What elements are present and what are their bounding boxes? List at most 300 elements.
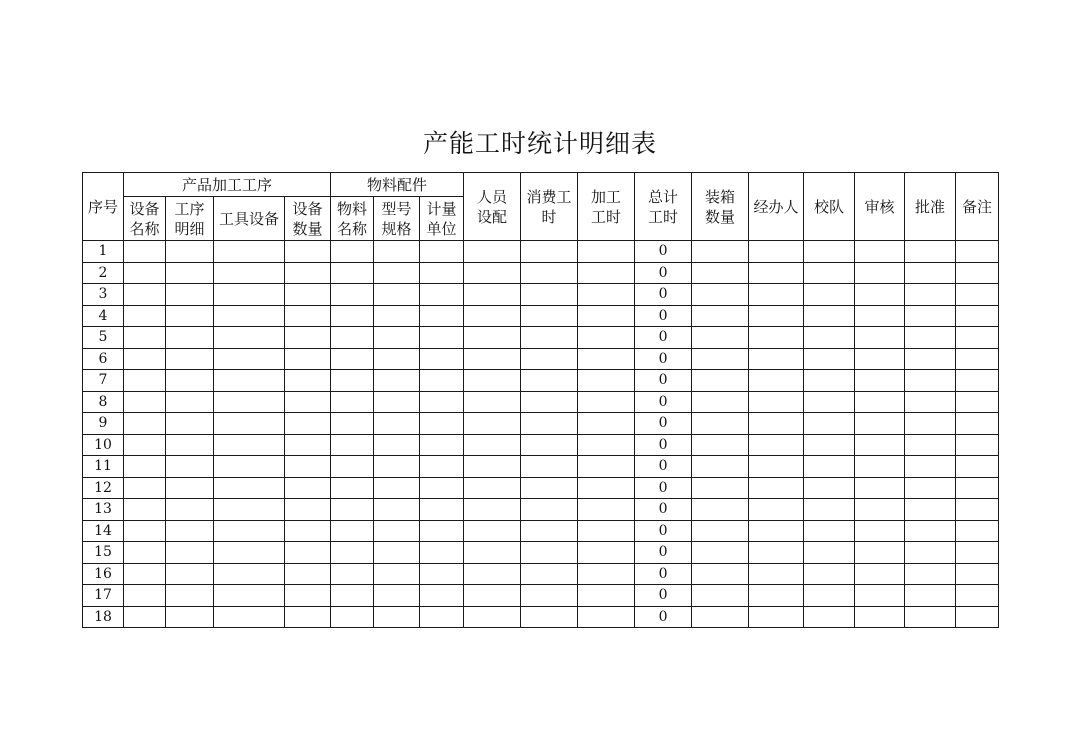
table-cell[interactable] (578, 413, 635, 435)
table-cell[interactable] (804, 370, 855, 392)
table-cell[interactable] (749, 542, 804, 564)
table-cell[interactable] (285, 499, 331, 521)
table-cell[interactable] (166, 499, 214, 521)
table-cell[interactable] (578, 499, 635, 521)
cell-total-hours[interactable]: 0 (635, 434, 692, 456)
table-cell[interactable] (956, 434, 999, 456)
table-cell[interactable] (749, 477, 804, 499)
table-cell[interactable] (124, 585, 166, 607)
table-cell[interactable] (331, 241, 374, 263)
table-cell[interactable] (749, 606, 804, 628)
table-cell[interactable] (578, 585, 635, 607)
table-cell[interactable] (855, 456, 905, 478)
table-cell[interactable] (285, 391, 331, 413)
table-cell[interactable] (578, 284, 635, 306)
table-cell[interactable] (124, 520, 166, 542)
table-cell[interactable] (464, 563, 521, 585)
table-cell[interactable] (692, 327, 749, 349)
table-cell[interactable] (374, 542, 420, 564)
table-cell[interactable] (214, 456, 285, 478)
table-cell[interactable] (521, 262, 578, 284)
table-cell[interactable] (692, 391, 749, 413)
table-cell[interactable] (420, 542, 464, 564)
table-cell[interactable] (420, 284, 464, 306)
table-cell[interactable] (956, 520, 999, 542)
table-cell[interactable] (578, 477, 635, 499)
table-cell[interactable] (285, 370, 331, 392)
table-cell[interactable] (331, 305, 374, 327)
table-cell[interactable] (285, 348, 331, 370)
table-cell[interactable] (285, 477, 331, 499)
cell-total-hours[interactable]: 0 (635, 391, 692, 413)
table-cell[interactable] (521, 413, 578, 435)
table-cell[interactable] (285, 305, 331, 327)
table-cell[interactable] (464, 370, 521, 392)
table-cell[interactable] (420, 520, 464, 542)
table-cell[interactable] (464, 456, 521, 478)
cell-total-hours[interactable]: 0 (635, 542, 692, 564)
table-cell[interactable] (749, 348, 804, 370)
table-cell[interactable] (214, 585, 285, 607)
table-cell[interactable] (855, 477, 905, 499)
table-cell[interactable] (692, 542, 749, 564)
table-cell[interactable] (905, 391, 956, 413)
table-cell[interactable] (464, 499, 521, 521)
table-cell[interactable] (420, 477, 464, 499)
table-cell[interactable] (905, 284, 956, 306)
table-cell[interactable] (285, 434, 331, 456)
cell-total-hours[interactable]: 0 (635, 241, 692, 263)
table-cell[interactable] (578, 370, 635, 392)
table-cell[interactable] (692, 241, 749, 263)
table-cell[interactable] (749, 327, 804, 349)
table-cell[interactable] (464, 520, 521, 542)
table-cell[interactable] (521, 606, 578, 628)
table-cell[interactable] (804, 563, 855, 585)
table-cell[interactable] (166, 391, 214, 413)
table-cell[interactable] (804, 520, 855, 542)
table-cell[interactable] (331, 434, 374, 456)
table-cell[interactable] (956, 542, 999, 564)
table-cell[interactable] (124, 391, 166, 413)
cell-total-hours[interactable]: 0 (635, 606, 692, 628)
table-cell[interactable] (374, 391, 420, 413)
table-cell[interactable] (124, 348, 166, 370)
table-cell[interactable] (956, 477, 999, 499)
cell-total-hours[interactable]: 0 (635, 585, 692, 607)
table-cell[interactable] (331, 284, 374, 306)
table-cell[interactable] (804, 391, 855, 413)
table-cell[interactable] (692, 585, 749, 607)
cell-total-hours[interactable]: 0 (635, 563, 692, 585)
table-cell[interactable] (374, 305, 420, 327)
table-cell[interactable] (166, 585, 214, 607)
table-cell[interactable] (956, 348, 999, 370)
table-cell[interactable] (804, 348, 855, 370)
table-cell[interactable] (692, 520, 749, 542)
table-cell[interactable] (855, 413, 905, 435)
table-cell[interactable] (521, 585, 578, 607)
table-cell[interactable] (804, 477, 855, 499)
table-cell[interactable] (331, 327, 374, 349)
table-cell[interactable] (331, 477, 374, 499)
table-cell[interactable] (804, 305, 855, 327)
table-cell[interactable] (374, 284, 420, 306)
table-cell[interactable] (905, 456, 956, 478)
table-cell[interactable] (374, 370, 420, 392)
table-cell[interactable] (521, 348, 578, 370)
table-cell[interactable] (374, 456, 420, 478)
table-cell[interactable] (331, 606, 374, 628)
table-cell[interactable] (855, 305, 905, 327)
table-cell[interactable] (905, 477, 956, 499)
table-cell[interactable] (331, 391, 374, 413)
table-cell[interactable] (464, 241, 521, 263)
table-cell[interactable] (374, 241, 420, 263)
table-cell[interactable] (374, 499, 420, 521)
table-cell[interactable] (464, 284, 521, 306)
table-cell[interactable] (521, 305, 578, 327)
table-cell[interactable] (420, 456, 464, 478)
cell-total-hours[interactable]: 0 (635, 520, 692, 542)
table-cell[interactable] (749, 305, 804, 327)
table-cell[interactable] (214, 499, 285, 521)
table-cell[interactable] (521, 477, 578, 499)
table-cell[interactable] (521, 370, 578, 392)
table-cell[interactable] (749, 585, 804, 607)
table-cell[interactable] (855, 348, 905, 370)
table-cell[interactable] (578, 563, 635, 585)
table-cell[interactable] (692, 305, 749, 327)
table-cell[interactable] (855, 370, 905, 392)
table-cell[interactable] (855, 391, 905, 413)
table-cell[interactable] (464, 305, 521, 327)
cell-total-hours[interactable]: 0 (635, 477, 692, 499)
table-cell[interactable] (464, 542, 521, 564)
table-cell[interactable] (855, 241, 905, 263)
table-cell[interactable] (214, 542, 285, 564)
table-cell[interactable] (166, 520, 214, 542)
table-cell[interactable] (578, 434, 635, 456)
table-cell[interactable] (285, 520, 331, 542)
table-cell[interactable] (285, 606, 331, 628)
table-cell[interactable] (804, 262, 855, 284)
table-cell[interactable] (521, 456, 578, 478)
table-cell[interactable] (692, 606, 749, 628)
table-cell[interactable] (214, 520, 285, 542)
table-cell[interactable] (578, 391, 635, 413)
table-cell[interactable] (285, 542, 331, 564)
table-cell[interactable] (905, 262, 956, 284)
table-cell[interactable] (692, 563, 749, 585)
table-cell[interactable] (956, 262, 999, 284)
table-cell[interactable] (855, 434, 905, 456)
table-cell[interactable] (420, 585, 464, 607)
table-cell[interactable] (804, 434, 855, 456)
table-cell[interactable] (905, 241, 956, 263)
table-cell[interactable] (374, 563, 420, 585)
table-cell[interactable] (124, 370, 166, 392)
table-cell[interactable] (905, 413, 956, 435)
table-cell[interactable] (578, 348, 635, 370)
table-cell[interactable] (692, 348, 749, 370)
table-cell[interactable] (124, 241, 166, 263)
table-cell[interactable] (804, 413, 855, 435)
table-cell[interactable] (214, 413, 285, 435)
table-cell[interactable] (464, 391, 521, 413)
table-cell[interactable] (124, 477, 166, 499)
table-cell[interactable] (521, 499, 578, 521)
table-cell[interactable] (124, 434, 166, 456)
table-cell[interactable] (374, 434, 420, 456)
table-cell[interactable] (285, 563, 331, 585)
table-cell[interactable] (804, 542, 855, 564)
table-cell[interactable] (521, 563, 578, 585)
table-cell[interactable] (166, 456, 214, 478)
table-cell[interactable] (374, 606, 420, 628)
table-cell[interactable] (804, 585, 855, 607)
table-cell[interactable] (464, 606, 521, 628)
table-cell[interactable] (420, 348, 464, 370)
table-cell[interactable] (905, 370, 956, 392)
table-cell[interactable] (956, 370, 999, 392)
cell-total-hours[interactable]: 0 (635, 370, 692, 392)
table-cell[interactable] (166, 606, 214, 628)
table-cell[interactable] (166, 413, 214, 435)
table-cell[interactable] (804, 456, 855, 478)
table-cell[interactable] (331, 499, 374, 521)
table-cell[interactable] (374, 585, 420, 607)
table-cell[interactable] (124, 499, 166, 521)
table-cell[interactable] (374, 413, 420, 435)
table-cell[interactable] (331, 520, 374, 542)
table-cell[interactable] (521, 241, 578, 263)
table-cell[interactable] (905, 542, 956, 564)
table-cell[interactable] (521, 391, 578, 413)
table-cell[interactable] (166, 284, 214, 306)
table-cell[interactable] (166, 370, 214, 392)
table-cell[interactable] (804, 284, 855, 306)
table-cell[interactable] (420, 370, 464, 392)
cell-total-hours[interactable]: 0 (635, 262, 692, 284)
table-cell[interactable] (166, 327, 214, 349)
table-cell[interactable] (855, 542, 905, 564)
table-cell[interactable] (749, 413, 804, 435)
table-cell[interactable] (905, 348, 956, 370)
table-cell[interactable] (285, 241, 331, 263)
table-cell[interactable] (749, 370, 804, 392)
table-cell[interactable] (855, 585, 905, 607)
table-cell[interactable] (124, 262, 166, 284)
table-cell[interactable] (578, 456, 635, 478)
table-cell[interactable] (331, 542, 374, 564)
table-cell[interactable] (374, 520, 420, 542)
table-cell[interactable] (804, 241, 855, 263)
table-cell[interactable] (420, 499, 464, 521)
table-cell[interactable] (285, 456, 331, 478)
table-cell[interactable] (214, 434, 285, 456)
table-cell[interactable] (420, 305, 464, 327)
table-cell[interactable] (166, 542, 214, 564)
table-cell[interactable] (578, 262, 635, 284)
table-cell[interactable] (578, 327, 635, 349)
table-cell[interactable] (124, 456, 166, 478)
table-cell[interactable] (464, 477, 521, 499)
table-cell[interactable] (124, 542, 166, 564)
table-cell[interactable] (578, 241, 635, 263)
table-cell[interactable] (855, 606, 905, 628)
table-cell[interactable] (420, 262, 464, 284)
table-cell[interactable] (905, 305, 956, 327)
table-cell[interactable] (420, 563, 464, 585)
table-cell[interactable] (692, 413, 749, 435)
cell-total-hours[interactable]: 0 (635, 327, 692, 349)
table-cell[interactable] (956, 391, 999, 413)
table-cell[interactable] (692, 456, 749, 478)
table-cell[interactable] (420, 434, 464, 456)
table-cell[interactable] (692, 370, 749, 392)
table-cell[interactable] (214, 606, 285, 628)
table-cell[interactable] (166, 348, 214, 370)
table-cell[interactable] (166, 262, 214, 284)
table-cell[interactable] (214, 241, 285, 263)
table-cell[interactable] (855, 499, 905, 521)
table-cell[interactable] (331, 456, 374, 478)
table-cell[interactable] (804, 499, 855, 521)
table-cell[interactable] (905, 520, 956, 542)
table-cell[interactable] (214, 563, 285, 585)
table-cell[interactable] (905, 606, 956, 628)
table-cell[interactable] (166, 241, 214, 263)
table-cell[interactable] (956, 499, 999, 521)
table-cell[interactable] (905, 499, 956, 521)
table-cell[interactable] (166, 434, 214, 456)
table-cell[interactable] (804, 327, 855, 349)
table-cell[interactable] (285, 284, 331, 306)
table-cell[interactable] (331, 370, 374, 392)
table-cell[interactable] (749, 434, 804, 456)
table-cell[interactable] (420, 606, 464, 628)
table-cell[interactable] (285, 327, 331, 349)
cell-total-hours[interactable]: 0 (635, 284, 692, 306)
table-cell[interactable] (956, 305, 999, 327)
table-cell[interactable] (124, 327, 166, 349)
table-cell[interactable] (956, 456, 999, 478)
table-cell[interactable] (749, 262, 804, 284)
table-cell[interactable] (956, 284, 999, 306)
cell-total-hours[interactable]: 0 (635, 413, 692, 435)
cell-total-hours[interactable]: 0 (635, 499, 692, 521)
table-cell[interactable] (464, 262, 521, 284)
table-cell[interactable] (464, 348, 521, 370)
table-cell[interactable] (464, 434, 521, 456)
cell-total-hours[interactable]: 0 (635, 305, 692, 327)
table-cell[interactable] (905, 327, 956, 349)
table-cell[interactable] (214, 262, 285, 284)
table-cell[interactable] (521, 327, 578, 349)
table-cell[interactable] (956, 585, 999, 607)
table-cell[interactable] (521, 284, 578, 306)
table-cell[interactable] (749, 520, 804, 542)
table-cell[interactable] (855, 520, 905, 542)
table-cell[interactable] (521, 520, 578, 542)
table-cell[interactable] (749, 391, 804, 413)
table-cell[interactable] (855, 284, 905, 306)
table-cell[interactable] (285, 262, 331, 284)
table-cell[interactable] (124, 606, 166, 628)
table-cell[interactable] (521, 542, 578, 564)
table-cell[interactable] (956, 606, 999, 628)
table-cell[interactable] (374, 477, 420, 499)
table-cell[interactable] (420, 413, 464, 435)
table-cell[interactable] (285, 413, 331, 435)
table-cell[interactable] (749, 563, 804, 585)
table-cell[interactable] (285, 585, 331, 607)
table-cell[interactable] (464, 585, 521, 607)
table-cell[interactable] (905, 585, 956, 607)
table-cell[interactable] (692, 499, 749, 521)
table-cell[interactable] (464, 327, 521, 349)
table-cell[interactable] (374, 262, 420, 284)
table-cell[interactable] (692, 262, 749, 284)
table-cell[interactable] (214, 391, 285, 413)
table-cell[interactable] (956, 413, 999, 435)
table-cell[interactable] (578, 542, 635, 564)
table-cell[interactable] (749, 456, 804, 478)
cell-total-hours[interactable]: 0 (635, 348, 692, 370)
table-cell[interactable] (578, 305, 635, 327)
table-cell[interactable] (956, 563, 999, 585)
table-cell[interactable] (331, 585, 374, 607)
table-cell[interactable] (804, 606, 855, 628)
table-cell[interactable] (855, 327, 905, 349)
table-cell[interactable] (166, 477, 214, 499)
table-cell[interactable] (855, 563, 905, 585)
table-cell[interactable] (214, 477, 285, 499)
table-cell[interactable] (749, 499, 804, 521)
table-cell[interactable] (749, 241, 804, 263)
table-cell[interactable] (214, 327, 285, 349)
table-cell[interactable] (578, 520, 635, 542)
table-cell[interactable] (166, 305, 214, 327)
table-cell[interactable] (521, 434, 578, 456)
table-cell[interactable] (692, 477, 749, 499)
table-cell[interactable] (124, 305, 166, 327)
table-cell[interactable] (464, 413, 521, 435)
table-cell[interactable] (692, 284, 749, 306)
table-cell[interactable] (331, 262, 374, 284)
table-cell[interactable] (420, 327, 464, 349)
table-cell[interactable] (214, 370, 285, 392)
table-cell[interactable] (749, 284, 804, 306)
table-cell[interactable] (855, 262, 905, 284)
table-cell[interactable] (124, 413, 166, 435)
table-cell[interactable] (374, 327, 420, 349)
table-cell[interactable] (331, 348, 374, 370)
cell-total-hours[interactable]: 0 (635, 456, 692, 478)
table-cell[interactable] (214, 348, 285, 370)
table-cell[interactable] (420, 391, 464, 413)
table-cell[interactable] (331, 413, 374, 435)
table-cell[interactable] (331, 563, 374, 585)
table-cell[interactable] (420, 241, 464, 263)
table-cell[interactable] (166, 563, 214, 585)
table-cell[interactable] (124, 563, 166, 585)
table-cell[interactable] (374, 348, 420, 370)
table-cell[interactable] (692, 434, 749, 456)
table-cell[interactable] (905, 563, 956, 585)
table-cell[interactable] (956, 327, 999, 349)
